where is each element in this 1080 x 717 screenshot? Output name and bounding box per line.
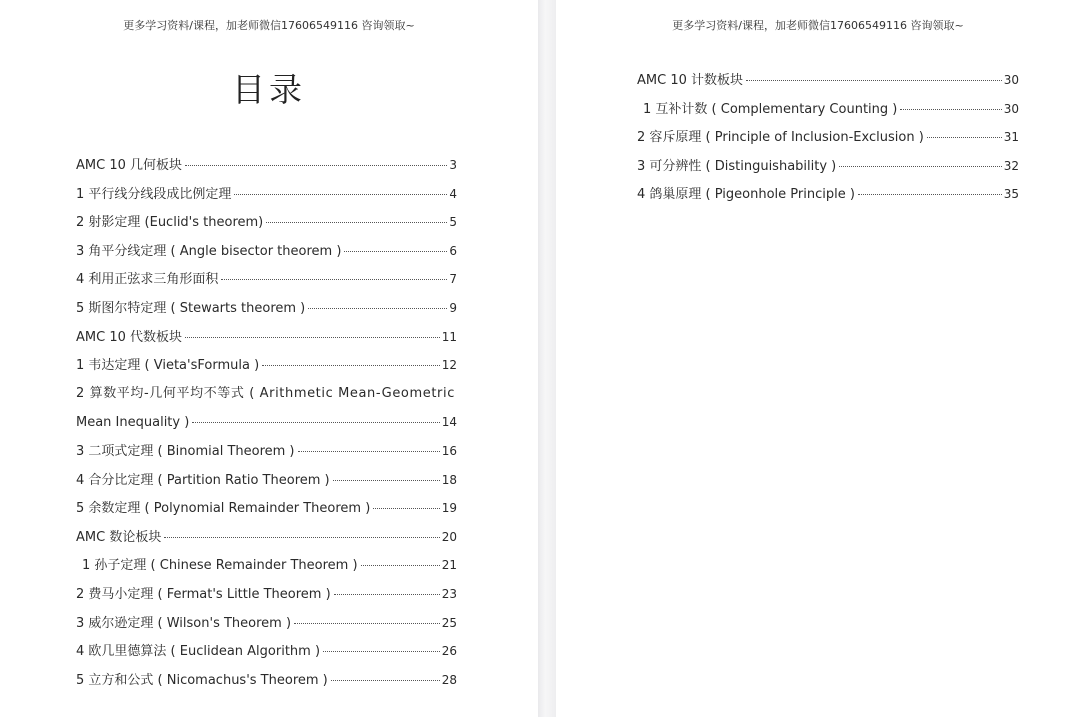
toc-entry[interactable]: 5 斯图尔特定理 ( Stewarts theorem ) 9 <box>76 300 457 316</box>
toc-entry-wrapped-line2[interactable]: Mean Inequality ) 14 <box>76 415 457 431</box>
toc-section-algebra[interactable]: AMC 10 代数板块 11 <box>76 329 457 345</box>
toc-entry[interactable]: 3 威尔逊定理 ( Wilson's Theorem ) 25 <box>76 615 457 631</box>
toc-entry[interactable]: 1 互补计数 ( Complementary Counting ) 30 <box>643 101 1019 117</box>
toc-entry[interactable]: 4 利用正弦求三角形面积 7 <box>76 272 457 288</box>
toc-entry[interactable]: 2 容斥原理 ( Principle of Inclusion-Exclusion ) 31 <box>637 130 1019 146</box>
toc-entry[interactable]: 4 合分比定理 ( Partition Ratio Theorem ) 18 <box>76 472 457 488</box>
toc-section-number-theory[interactable]: AMC 数论板块 20 <box>76 529 457 545</box>
toc-entry[interactable]: 5 余数定理 ( Polynomial Remainder Theorem ) 19 <box>76 501 457 517</box>
toc-entry[interactable]: 1 孙子定理 ( Chinese Remainder Theorem ) 21 <box>82 558 457 574</box>
toc-entry[interactable]: 2 费马小定理 ( Fermat's Little Theorem ) 23 <box>76 586 457 602</box>
toc-entry[interactable]: 5 立方和公式 ( Nicomachus's Theorem ) 28 <box>76 672 457 688</box>
toc-entry[interactable]: 1 韦达定理 ( Vieta'sFormula ) 12 <box>76 358 457 374</box>
toc-entry[interactable]: 4 欧几里德算法 ( Euclidean Algorithm ) 26 <box>76 644 457 660</box>
right-page <box>556 0 1080 717</box>
toc-entry[interactable]: 2 射影定理 (Euclid's theorem) 5 <box>76 215 457 231</box>
toc-title: 目录 <box>232 70 306 109</box>
page-header: 更多学习资料/课程，加老师微信17606549116 咨询领取~ <box>672 19 964 32</box>
toc-entry[interactable]: 3 二项式定理 ( Binomial Theorem ) 16 <box>76 443 457 459</box>
toc-entry[interactable]: 3 可分辨性 ( Distinguishability ) 32 <box>637 158 1019 174</box>
page-header: 更多学习资料/课程，加老师微信17606549116 咨询领取~ <box>123 19 415 32</box>
toc-section-geometry[interactable]: AMC 10 几何板块 3 <box>76 158 457 173</box>
toc-section-counting[interactable]: AMC 10 计数板块 30 <box>637 73 1019 88</box>
left-page <box>0 0 538 717</box>
toc-list <box>76 151 457 694</box>
toc-entry[interactable]: 4 鸽巢原理 ( Pigeonhole Principle ) 35 <box>637 187 1019 203</box>
page-gutter <box>538 0 556 717</box>
toc-entry-wrapped-line1[interactable]: 2 算数平均-几何平均不等式 ( Arithmetic Mean-Geometric <box>76 385 455 401</box>
toc-entry[interactable]: 3 角平分线定理 ( Angle bisector theorem ) 6 <box>76 243 457 259</box>
toc-entry[interactable]: 1 平行线分线段成比例定理 4 <box>76 186 457 202</box>
toc-list <box>637 66 1019 209</box>
